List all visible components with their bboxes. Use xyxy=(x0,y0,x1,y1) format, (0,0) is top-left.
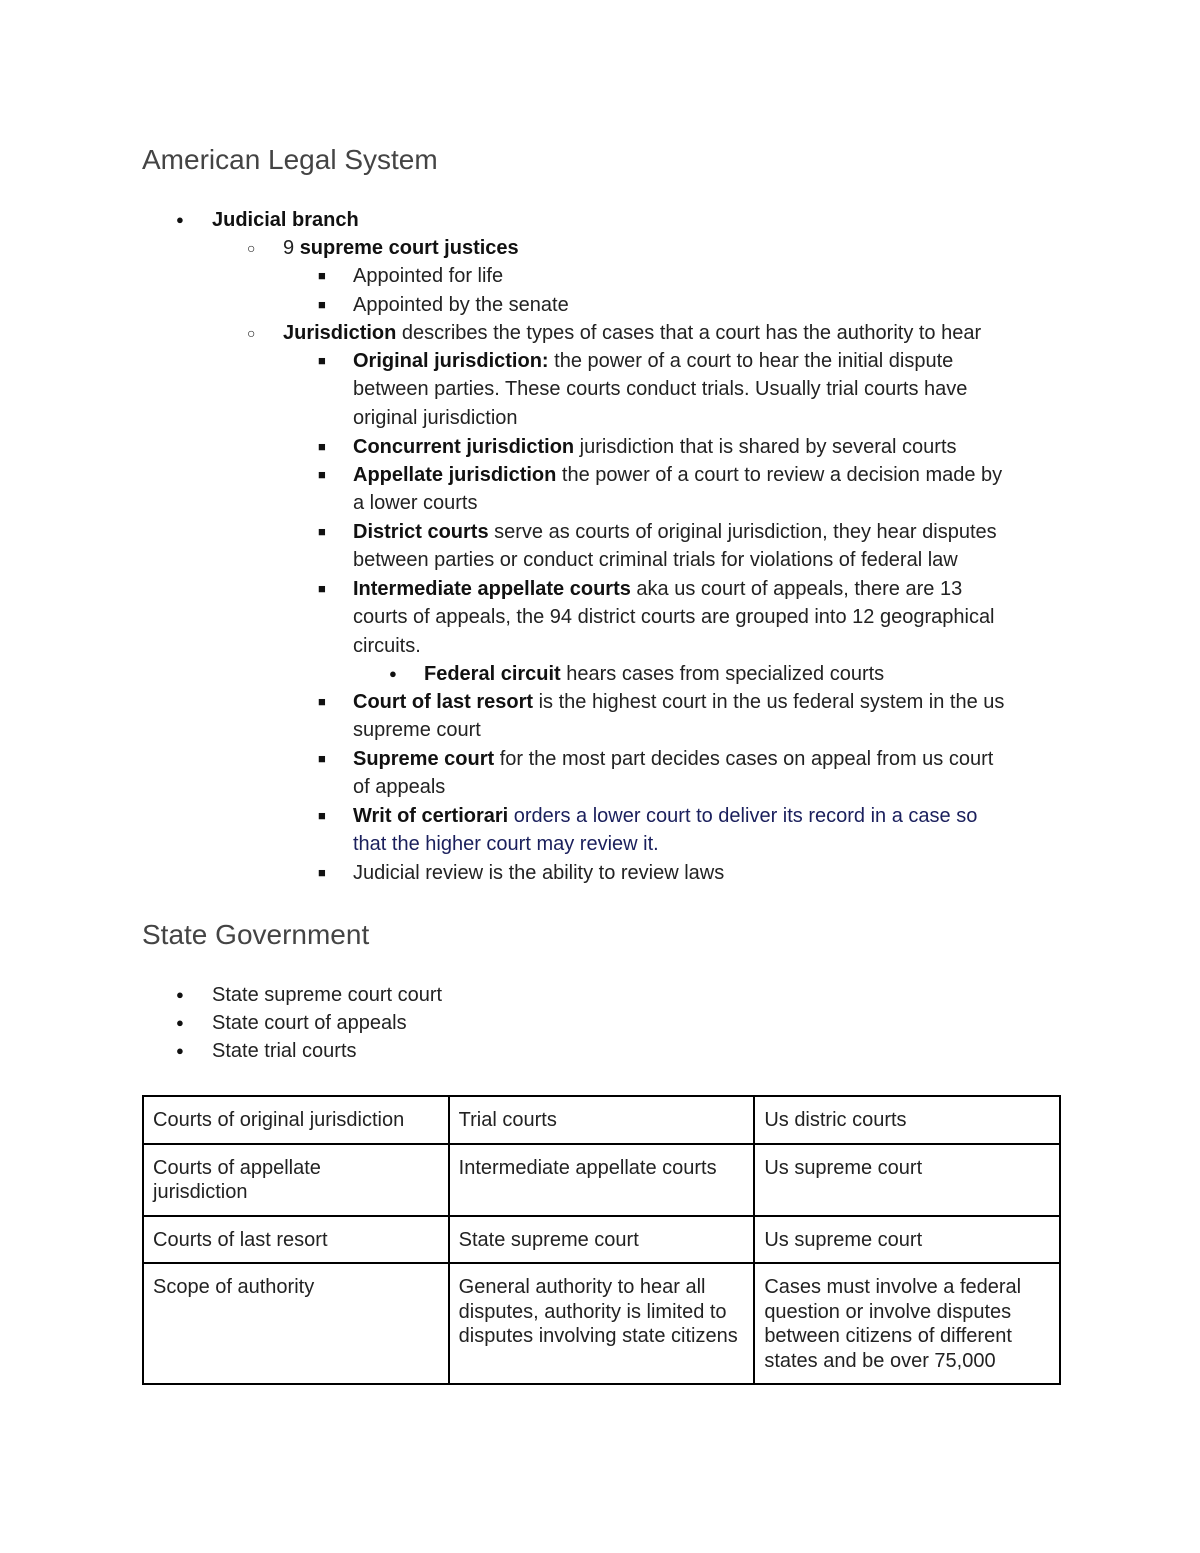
list-item-judicial-branch: Judicial branch xyxy=(212,209,359,231)
table-cell: State supreme court xyxy=(449,1216,755,1264)
court-comparison-table xyxy=(142,1095,1061,1385)
table-cell: Us supreme court xyxy=(754,1144,1060,1216)
list-item-concurrent-jurisdiction: Concurrent jurisdiction jurisdiction that is shared by several courts xyxy=(353,436,957,458)
table-row xyxy=(143,1096,1060,1144)
list-item-state-appeals: State court of appeals xyxy=(212,1012,407,1034)
table-row xyxy=(143,1144,1060,1216)
square-bullet: ■ xyxy=(318,439,326,454)
circle-bullet: ○ xyxy=(247,325,256,341)
heading-state-government: State Government xyxy=(142,919,370,950)
table-cell: Intermediate appellate courts xyxy=(449,1144,755,1216)
table-cell: Us distric courts xyxy=(754,1096,1060,1144)
square-bullet: ■ xyxy=(318,694,326,709)
square-bullet: ■ xyxy=(318,353,326,368)
square-bullet: ■ xyxy=(318,524,326,539)
square-bullet: ■ xyxy=(318,808,326,823)
list-item-supreme-court: Supreme court for the most part decides cases on appeal from us court of appeals xyxy=(353,748,994,799)
square-bullet: ■ xyxy=(318,467,326,482)
square-bullet: ■ xyxy=(318,751,326,766)
list-item-intermediate-appellate: Intermediate appellate courts aka us court of appeals, there are 13 courts of appeals, the 94 district courts are grouped into 12 geographical circuits. xyxy=(353,578,995,657)
table-row xyxy=(143,1263,1060,1384)
table-cell: Us supreme court xyxy=(754,1216,1060,1264)
disc-bullet: ● xyxy=(389,666,397,681)
list-item-appointed-life: Appointed for life xyxy=(353,265,504,287)
table-row xyxy=(143,1216,1060,1264)
list-item-jurisdiction: Jurisdiction describes the types of cases that a court has the authority to hear xyxy=(283,322,982,344)
list-item-justices: 9 supreme court justices xyxy=(283,237,519,259)
table-cell: General authority to hear all disputes, authority is limited to disputes involving state citizens xyxy=(449,1263,755,1384)
table-cell: Cases must involve a federal question or involve disputes between citizens of different states and be over 75,000 xyxy=(754,1263,1060,1384)
list-item-appellate-jurisdiction: Appellate jurisdiction the power of a court to review a decision made by a lower courts xyxy=(353,464,1003,515)
disc-bullet: ● xyxy=(176,212,184,227)
table-cell: Courts of last resort xyxy=(143,1216,449,1264)
square-bullet: ■ xyxy=(318,581,326,596)
list-item-court-of-last-resort: Court of last resort is the highest court in the us federal system in the us supreme court xyxy=(353,691,1005,742)
list-item-judicial-review: Judicial review is the ability to review laws xyxy=(353,862,725,884)
heading-american-legal-system: American Legal System xyxy=(142,144,438,175)
table-cell: Courts of original jurisdiction xyxy=(143,1096,449,1144)
square-bullet: ■ xyxy=(318,865,326,880)
disc-bullet: ● xyxy=(176,1015,184,1030)
square-bullet: ■ xyxy=(318,268,326,283)
list-item-state-trial: State trial courts xyxy=(212,1040,357,1062)
list-item-district-courts: District courts serve as courts of original jurisdiction, they hear disputes between parties or conduct criminal trials for violations of federal law xyxy=(353,521,997,572)
table-cell: Scope of authority xyxy=(143,1263,449,1384)
list-item-appointed-senate: Appointed by the senate xyxy=(353,294,569,316)
table-cell: Courts of appellate jurisdiction xyxy=(143,1144,449,1216)
list-item-state-supreme: State supreme court court xyxy=(212,984,443,1006)
disc-bullet: ● xyxy=(176,1043,184,1058)
disc-bullet: ● xyxy=(176,987,184,1002)
list-item-federal-circuit: Federal circuit hears cases from specialized courts xyxy=(424,663,885,685)
list-item-writ-of-certiorari: Writ of certiorari orders a lower court to deliver its record in a case so that the higher court may review it. xyxy=(353,805,978,856)
circle-bullet: ○ xyxy=(247,240,256,256)
list-item-original-jurisdiction: Original jurisdiction: the power of a court to hear the initial dispute between parties. These courts conduct trials. Usually trial courts have original jurisdiction xyxy=(353,350,968,429)
square-bullet: ■ xyxy=(318,297,326,312)
table-cell: Trial courts xyxy=(449,1096,755,1144)
